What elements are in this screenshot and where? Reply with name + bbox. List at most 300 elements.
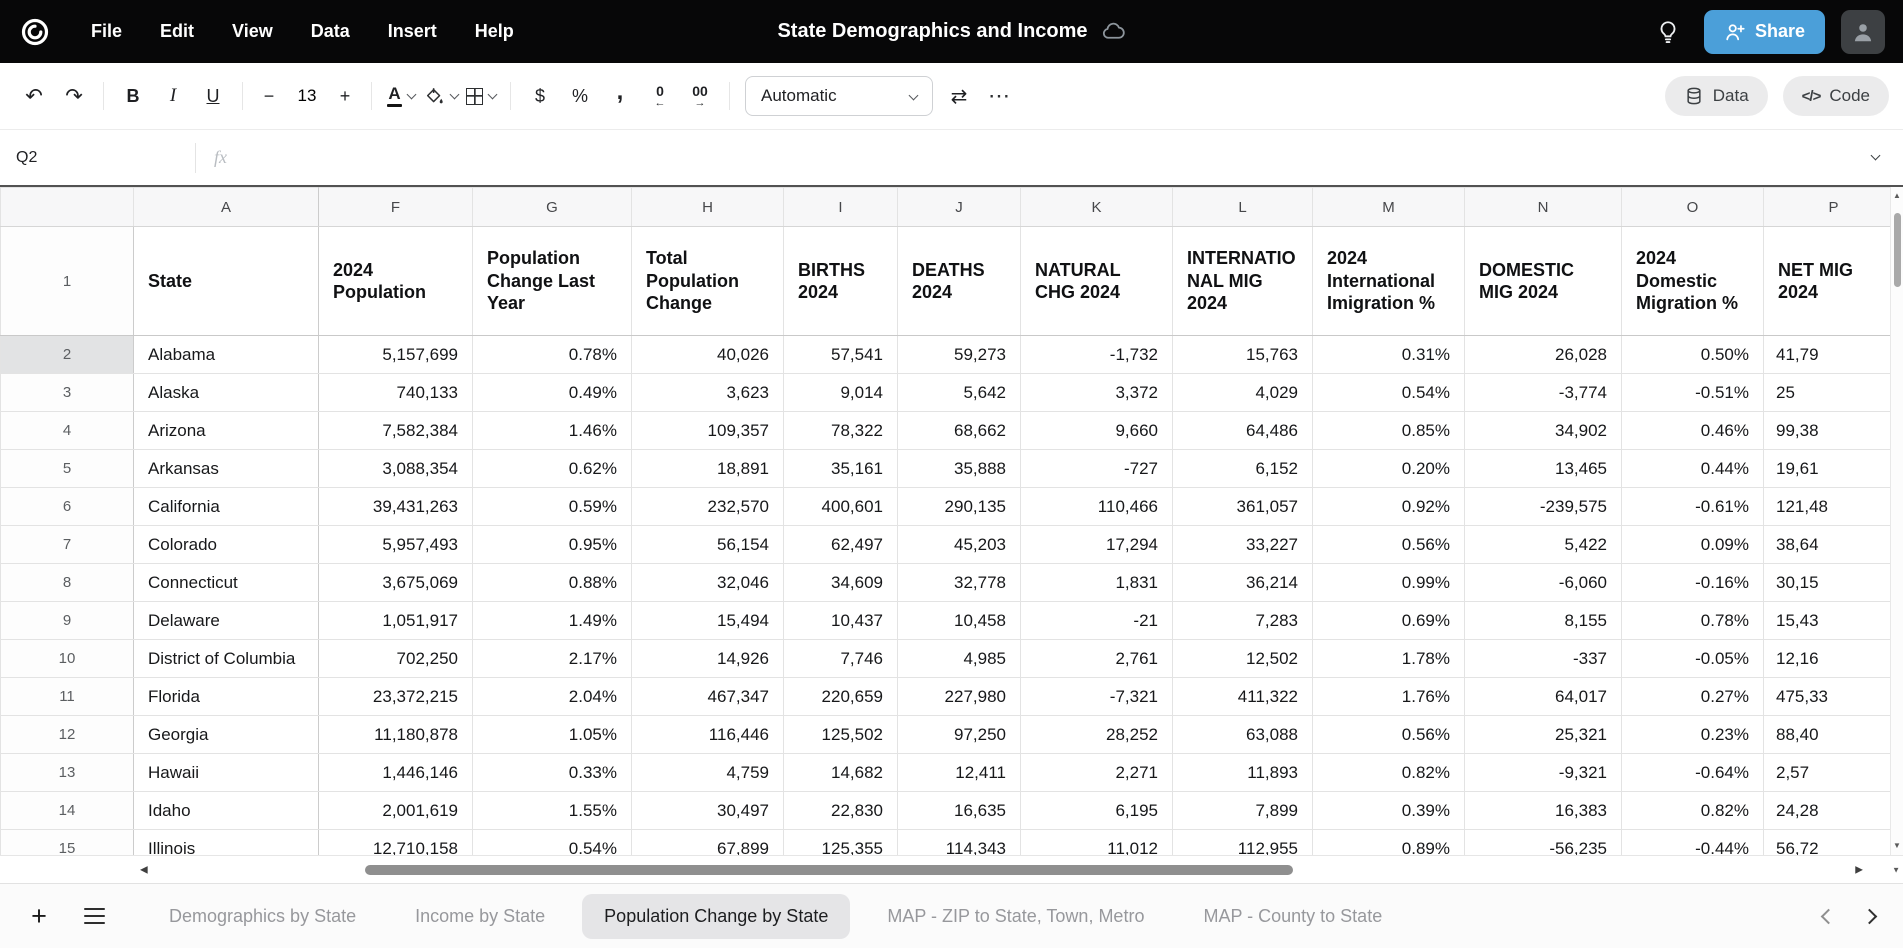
currency-format-button[interactable]: $: [520, 76, 560, 116]
font-size-decrease-button[interactable]: −: [252, 76, 286, 116]
cell[interactable]: Alabama: [134, 336, 319, 374]
cell[interactable]: 125,355: [784, 830, 898, 856]
row-header-1[interactable]: 1: [1, 227, 134, 336]
column-header-A[interactable]: A: [134, 188, 319, 227]
cell[interactable]: -9,321: [1465, 754, 1622, 792]
chevron-down-icon: [488, 89, 498, 99]
person-icon: [1850, 19, 1876, 45]
cell[interactable]: 361,057: [1173, 488, 1313, 526]
tips-lightbulb-button[interactable]: [1648, 12, 1688, 52]
cell[interactable]: 5,642: [898, 374, 1021, 412]
cell[interactable]: 9,014: [784, 374, 898, 412]
cell[interactable]: 40,026: [632, 336, 784, 374]
cell[interactable]: 15,494: [632, 602, 784, 640]
column-header-I[interactable]: I: [784, 188, 898, 227]
tab-population-change-by-state[interactable]: Population Change by State: [582, 894, 850, 939]
cell[interactable]: 11,893: [1173, 754, 1313, 792]
cell[interactable]: Florida: [134, 678, 319, 716]
cell[interactable]: 1,831: [1021, 564, 1173, 602]
cell[interactable]: 30,497: [632, 792, 784, 830]
cell[interactable]: 116,446: [632, 716, 784, 754]
row-header-9[interactable]: 9: [1, 602, 134, 640]
tab-map-county-to-state[interactable]: MAP - County to State: [1181, 894, 1404, 939]
cell[interactable]: 1.76%: [1313, 678, 1465, 716]
cell[interactable]: 3,623: [632, 374, 784, 412]
cell[interactable]: 0.82%: [1313, 754, 1465, 792]
cell[interactable]: 0.20%: [1313, 450, 1465, 488]
sheet-tab-bar: [0, 883, 1903, 948]
scroll-down-icon[interactable]: ▼: [1892, 865, 1900, 874]
redo-button[interactable]: ↷: [54, 76, 94, 116]
text-color-button[interactable]: [381, 76, 421, 116]
cell[interactable]: DOMESTIC MIG 2024: [1465, 227, 1622, 336]
cell[interactable]: 0.23%: [1622, 716, 1764, 754]
cell[interactable]: 1.05%: [473, 716, 632, 754]
row-header-12[interactable]: 12: [1, 716, 134, 754]
cell[interactable]: 34,902: [1465, 412, 1622, 450]
cell[interactable]: 3,088,354: [319, 450, 473, 488]
cell[interactable]: 35,161: [784, 450, 898, 488]
share-label: Share: [1754, 21, 1805, 41]
tabs-scroll-right-icon[interactable]: [1862, 908, 1878, 924]
more-options-button[interactable]: ⋯: [979, 76, 1019, 116]
cell-reference-box[interactable]: Q2: [16, 148, 38, 166]
sheet-row-3: [1, 374, 1903, 412]
scroll-right-icon[interactable]: ▶: [1855, 864, 1863, 875]
cell[interactable]: Delaware: [134, 602, 319, 640]
cell[interactable]: 12,411: [898, 754, 1021, 792]
cell[interactable]: 67,899: [632, 830, 784, 856]
cell[interactable]: 0.50%: [1622, 336, 1764, 374]
cell[interactable]: Georgia: [134, 716, 319, 754]
toolbar-right: [1665, 76, 1889, 116]
cell[interactable]: 3,372: [1021, 374, 1173, 412]
cell[interactable]: 2,271: [1021, 754, 1173, 792]
cell[interactable]: 88,40: [1764, 716, 1903, 754]
cell[interactable]: 64,486: [1173, 412, 1313, 450]
cell[interactable]: 45,203: [898, 526, 1021, 564]
cell[interactable]: 7,283: [1173, 602, 1313, 640]
cell[interactable]: 2.17%: [473, 640, 632, 678]
chevron-down-icon: [407, 89, 417, 99]
data-panel-button[interactable]: Data: [1665, 76, 1768, 116]
menu-file[interactable]: File: [72, 11, 141, 52]
cell[interactable]: 0.33%: [473, 754, 632, 792]
percent-format-button[interactable]: %: [560, 76, 600, 116]
cell[interactable]: 97,250: [898, 716, 1021, 754]
cell[interactable]: 0.88%: [473, 564, 632, 602]
cell[interactable]: 2024 Population: [319, 227, 473, 336]
bold-button[interactable]: B: [113, 76, 153, 116]
cell[interactable]: State: [134, 227, 319, 336]
cell[interactable]: INTERNATIONAL MIG 2024: [1173, 227, 1313, 336]
cell[interactable]: 9,660: [1021, 412, 1173, 450]
cell[interactable]: -21: [1021, 602, 1173, 640]
cell[interactable]: 0.99%: [1313, 564, 1465, 602]
cell[interactable]: -3,774: [1465, 374, 1622, 412]
code-panel-button[interactable]: </> Code: [1783, 76, 1889, 116]
cell[interactable]: Total Population Change: [632, 227, 784, 336]
cell[interactable]: 13,465: [1465, 450, 1622, 488]
row-header-14[interactable]: 14: [1, 792, 134, 830]
cell[interactable]: -7,321: [1021, 678, 1173, 716]
cell[interactable]: 4,759: [632, 754, 784, 792]
cell[interactable]: Alaska: [134, 374, 319, 412]
cell[interactable]: 3,675,069: [319, 564, 473, 602]
document-title[interactable]: State Demographics and Income: [777, 20, 1088, 42]
cell[interactable]: 0.46%: [1622, 412, 1764, 450]
cell[interactable]: -337: [1465, 640, 1622, 678]
cell[interactable]: Connecticut: [134, 564, 319, 602]
column-header-M[interactable]: M: [1313, 188, 1465, 227]
chevron-down-icon: [450, 89, 460, 99]
cell[interactable]: 19,61: [1764, 450, 1903, 488]
cell[interactable]: District of Columbia: [134, 640, 319, 678]
sheet-table: [0, 187, 1903, 855]
cell[interactable]: 6,152: [1173, 450, 1313, 488]
column-header-N[interactable]: N: [1465, 188, 1622, 227]
column-header-G[interactable]: G: [473, 188, 632, 227]
document-title-wrap: [777, 19, 1125, 44]
menu-insert[interactable]: Insert: [369, 11, 456, 52]
cell[interactable]: 15,763: [1173, 336, 1313, 374]
cell[interactable]: 0.09%: [1622, 526, 1764, 564]
column-header-O[interactable]: O: [1622, 188, 1764, 227]
cell[interactable]: -0.51%: [1622, 374, 1764, 412]
menu-edit[interactable]: Edit: [141, 11, 213, 52]
cell[interactable]: 22,830: [784, 792, 898, 830]
row-header-15[interactable]: 15: [1, 830, 134, 856]
cell[interactable]: -0.64%: [1622, 754, 1764, 792]
column-header-K[interactable]: K: [1021, 188, 1173, 227]
cell[interactable]: 740,133: [319, 374, 473, 412]
row-header-5[interactable]: 5: [1, 450, 134, 488]
cell[interactable]: 0.31%: [1313, 336, 1465, 374]
vertical-scrollbar[interactable]: [1890, 187, 1903, 855]
tab-demographics-by-state[interactable]: Demographics by State: [147, 894, 378, 939]
cell[interactable]: 1.46%: [473, 412, 632, 450]
formula-bar-divider: [195, 143, 196, 173]
formula-input[interactable]: [245, 130, 1866, 185]
cell[interactable]: 109,357: [632, 412, 784, 450]
cell[interactable]: Illinois: [134, 830, 319, 856]
database-icon: [1684, 86, 1704, 106]
cell[interactable]: BIRTHS 2024: [784, 227, 898, 336]
cell[interactable]: 24,28: [1764, 792, 1903, 830]
cell[interactable]: 41,79: [1764, 336, 1903, 374]
sheet-row-5: [1, 450, 1903, 488]
cell[interactable]: 0.89%: [1313, 830, 1465, 856]
cell[interactable]: 7,899: [1173, 792, 1313, 830]
formula-bar: [0, 130, 1903, 185]
cell[interactable]: NATURAL CHG 2024: [1021, 227, 1173, 336]
cell[interactable]: 64,017: [1465, 678, 1622, 716]
cell[interactable]: 4,029: [1173, 374, 1313, 412]
cell[interactable]: 12,16: [1764, 640, 1903, 678]
cell[interactable]: 6,195: [1021, 792, 1173, 830]
cell[interactable]: 34,609: [784, 564, 898, 602]
share-button[interactable]: [1704, 10, 1825, 54]
cell[interactable]: 1.55%: [473, 792, 632, 830]
add-person-icon: [1724, 21, 1746, 43]
horizontal-scrollbar[interactable]: [0, 855, 1903, 883]
tab-scroll-controls: [1823, 911, 1883, 922]
cell[interactable]: 5,422: [1465, 526, 1622, 564]
cell[interactable]: 15,43: [1764, 602, 1903, 640]
row-header-7[interactable]: 7: [1, 526, 134, 564]
cell[interactable]: 12,710,158: [319, 830, 473, 856]
increase-decimal-button[interactable]: 00 →: [680, 76, 720, 116]
menu-view[interactable]: View: [213, 11, 292, 52]
cell[interactable]: 2.04%: [473, 678, 632, 716]
code-icon: </>: [1801, 87, 1821, 105]
sheet-row-15: [1, 830, 1903, 856]
cell[interactable]: -0.16%: [1622, 564, 1764, 602]
cell[interactable]: 0.44%: [1622, 450, 1764, 488]
add-sheet-button[interactable]: +: [20, 896, 58, 936]
sheet-row-12: [1, 716, 1903, 754]
cell[interactable]: 7,746: [784, 640, 898, 678]
cell[interactable]: 25,321: [1465, 716, 1622, 754]
toolbar-divider: [510, 82, 511, 110]
borders-button[interactable]: [461, 76, 501, 116]
cell[interactable]: 14,682: [784, 754, 898, 792]
cell[interactable]: 57,541: [784, 336, 898, 374]
cell[interactable]: 7,582,384: [319, 412, 473, 450]
sheet-tabs: [147, 894, 1404, 939]
scroll-up-icon[interactable]: ▲: [1893, 191, 1901, 200]
cell[interactable]: 121,48: [1764, 488, 1903, 526]
cell[interactable]: 25: [1764, 374, 1903, 412]
cell[interactable]: 0.54%: [473, 830, 632, 856]
cell[interactable]: 23,372,215: [319, 678, 473, 716]
column-header-P[interactable]: P: [1764, 188, 1903, 227]
row-header-10[interactable]: 10: [1, 640, 134, 678]
vertical-scroll-thumb[interactable]: [1894, 213, 1901, 287]
cell[interactable]: 467,347: [632, 678, 784, 716]
grid-corner[interactable]: [1, 188, 134, 227]
chevron-down-icon: [909, 90, 919, 100]
cell[interactable]: Hawaii: [134, 754, 319, 792]
cell[interactable]: NET MIG 2024: [1764, 227, 1903, 336]
cell[interactable]: Population Change Last Year: [473, 227, 632, 336]
cell[interactable]: 0.85%: [1313, 412, 1465, 450]
sheet-list-menu-icon[interactable]: [84, 908, 105, 924]
cell[interactable]: 63,088: [1173, 716, 1313, 754]
cell[interactable]: 16,635: [898, 792, 1021, 830]
column-header-L[interactable]: L: [1173, 188, 1313, 227]
cell[interactable]: 0.92%: [1313, 488, 1465, 526]
cell[interactable]: 1,446,146: [319, 754, 473, 792]
cell[interactable]: 38,64: [1764, 526, 1903, 564]
column-header-J[interactable]: J: [898, 188, 1021, 227]
cell[interactable]: 12,502: [1173, 640, 1313, 678]
scroll-left-icon[interactable]: ◀: [140, 864, 148, 875]
cell[interactable]: 0.49%: [473, 374, 632, 412]
row-header-4[interactable]: 4: [1, 412, 134, 450]
cell[interactable]: 110,466: [1021, 488, 1173, 526]
tabs-scroll-left-icon[interactable]: [1821, 908, 1837, 924]
menu-data[interactable]: Data: [292, 11, 369, 52]
cell[interactable]: Idaho: [134, 792, 319, 830]
cell[interactable]: 1,051,917: [319, 602, 473, 640]
sheet-row-6: [1, 488, 1903, 526]
cell[interactable]: 14,926: [632, 640, 784, 678]
sheet-row-13: [1, 754, 1903, 792]
undo-button[interactable]: ↶: [14, 76, 54, 116]
cell[interactable]: 36,214: [1173, 564, 1313, 602]
cell[interactable]: 2024 International Imigration %: [1313, 227, 1465, 336]
text-color-icon: A: [387, 85, 402, 108]
sheet-row-7: [1, 526, 1903, 564]
scroll-down-icon[interactable]: ▼: [1893, 841, 1901, 850]
tab-income-by-state[interactable]: Income by State: [393, 894, 567, 939]
topbar-actions: [1648, 10, 1885, 54]
toolbar-divider: [729, 82, 730, 110]
cell[interactable]: 125,502: [784, 716, 898, 754]
cell[interactable]: 0.95%: [473, 526, 632, 564]
sheet-row-11: [1, 678, 1903, 716]
cell[interactable]: -56,235: [1465, 830, 1622, 856]
cell[interactable]: 702,250: [319, 640, 473, 678]
row-header-6[interactable]: 6: [1, 488, 134, 526]
underline-button[interactable]: U: [193, 76, 233, 116]
cell[interactable]: 4,985: [898, 640, 1021, 678]
topbar: [0, 0, 1903, 63]
cell[interactable]: 400,601: [784, 488, 898, 526]
cell[interactable]: 0.69%: [1313, 602, 1465, 640]
cell[interactable]: 18,891: [632, 450, 784, 488]
grid-area: [0, 185, 1903, 855]
cell[interactable]: 56,72: [1764, 830, 1903, 856]
cell[interactable]: 5,957,493: [319, 526, 473, 564]
cell[interactable]: 16,383: [1465, 792, 1622, 830]
cell[interactable]: Colorado: [134, 526, 319, 564]
cell[interactable]: 0.78%: [1622, 602, 1764, 640]
cell[interactable]: 0.56%: [1313, 716, 1465, 754]
cell[interactable]: -1,732: [1021, 336, 1173, 374]
cell[interactable]: -6,060: [1465, 564, 1622, 602]
cell[interactable]: 99,38: [1764, 412, 1903, 450]
cell[interactable]: -727: [1021, 450, 1173, 488]
row-header-3[interactable]: 3: [1, 374, 134, 412]
row-header-13[interactable]: 13: [1, 754, 134, 792]
cell[interactable]: California: [134, 488, 319, 526]
cell[interactable]: -0.44%: [1622, 830, 1764, 856]
cell[interactable]: 2,57: [1764, 754, 1903, 792]
horizontal-scroll-thumb[interactable]: [365, 865, 1293, 875]
cell[interactable]: DEATHS 2024: [898, 227, 1021, 336]
cell[interactable]: 26,028: [1465, 336, 1622, 374]
cell[interactable]: 1.49%: [473, 602, 632, 640]
cell[interactable]: -0.61%: [1622, 488, 1764, 526]
cell[interactable]: 39,431,263: [319, 488, 473, 526]
sheet-row-14: [1, 792, 1903, 830]
cell[interactable]: 10,437: [784, 602, 898, 640]
tab-map-zip-to-state-town-metro[interactable]: MAP - ZIP to State, Town, Metro: [865, 894, 1166, 939]
cell[interactable]: Arizona: [134, 412, 319, 450]
cell[interactable]: 227,980: [898, 678, 1021, 716]
cell[interactable]: 1.78%: [1313, 640, 1465, 678]
cell[interactable]: -239,575: [1465, 488, 1622, 526]
cell[interactable]: 10,458: [898, 602, 1021, 640]
cell[interactable]: -0.05%: [1622, 640, 1764, 678]
cell[interactable]: 0.82%: [1622, 792, 1764, 830]
thousands-separator-button[interactable]: ,: [600, 76, 640, 116]
cell[interactable]: 5,157,699: [319, 336, 473, 374]
cell[interactable]: 30,15: [1764, 564, 1903, 602]
cell[interactable]: 112,955: [1173, 830, 1313, 856]
font-size-increase-button[interactable]: +: [328, 76, 362, 116]
cell[interactable]: 0.62%: [473, 450, 632, 488]
italic-button[interactable]: I: [153, 76, 193, 116]
cell[interactable]: 56,154: [632, 526, 784, 564]
account-avatar-button[interactable]: [1841, 10, 1885, 54]
cell[interactable]: 28,252: [1021, 716, 1173, 754]
cell[interactable]: 68,662: [898, 412, 1021, 450]
column-header-F[interactable]: F: [319, 188, 473, 227]
cell[interactable]: 11,012: [1021, 830, 1173, 856]
cloud-sync-icon: [1101, 19, 1126, 44]
formula-bar-expand-chevron[interactable]: [1871, 151, 1881, 161]
cell[interactable]: 62,497: [784, 526, 898, 564]
cell[interactable]: 411,322: [1173, 678, 1313, 716]
cell[interactable]: 0.27%: [1622, 678, 1764, 716]
menu-help[interactable]: Help: [456, 11, 533, 52]
cell[interactable]: 32,778: [898, 564, 1021, 602]
cell[interactable]: Arkansas: [134, 450, 319, 488]
cell[interactable]: 290,135: [898, 488, 1021, 526]
row-header-2[interactable]: 2: [1, 336, 134, 374]
cell[interactable]: 0.54%: [1313, 374, 1465, 412]
decrease-decimal-button[interactable]: 0 ←: [640, 76, 680, 116]
cell[interactable]: 59,273: [898, 336, 1021, 374]
sheet-row-9: [1, 602, 1903, 640]
cell[interactable]: 2,001,619: [319, 792, 473, 830]
cell[interactable]: 2,761: [1021, 640, 1173, 678]
cell[interactable]: 35,888: [898, 450, 1021, 488]
sheet-row-1: [1, 227, 1903, 336]
toolbar-divider: [103, 82, 104, 110]
toolbar-divider: [242, 82, 243, 110]
cell[interactable]: 2024 Domestic Migration %: [1622, 227, 1764, 336]
cell[interactable]: 232,570: [632, 488, 784, 526]
cell[interactable]: 17,294: [1021, 526, 1173, 564]
cell[interactable]: 0.56%: [1313, 526, 1465, 564]
number-format-select[interactable]: Automatic: [745, 76, 933, 116]
cell[interactable]: 0.59%: [473, 488, 632, 526]
column-header-H[interactable]: H: [632, 188, 784, 227]
cell[interactable]: 8,155: [1465, 602, 1622, 640]
cell[interactable]: 78,322: [784, 412, 898, 450]
cell[interactable]: 33,227: [1173, 526, 1313, 564]
swap-arrows-icon[interactable]: ⇄: [939, 76, 979, 116]
cell[interactable]: 475,33: [1764, 678, 1903, 716]
fx-icon: fx: [214, 147, 227, 167]
paint-bucket-icon: [424, 86, 445, 107]
app-logo-icon[interactable]: [18, 15, 52, 49]
row-header-11[interactable]: 11: [1, 678, 134, 716]
row-header-8[interactable]: 8: [1, 564, 134, 602]
cell[interactable]: 0.78%: [473, 336, 632, 374]
cell[interactable]: 220,659: [784, 678, 898, 716]
cell[interactable]: 11,180,878: [319, 716, 473, 754]
cell[interactable]: 32,046: [632, 564, 784, 602]
cell[interactable]: 114,343: [898, 830, 1021, 856]
cell[interactable]: 0.39%: [1313, 792, 1465, 830]
font-size-value[interactable]: 13: [297, 86, 317, 105]
fill-color-button[interactable]: [421, 76, 461, 116]
